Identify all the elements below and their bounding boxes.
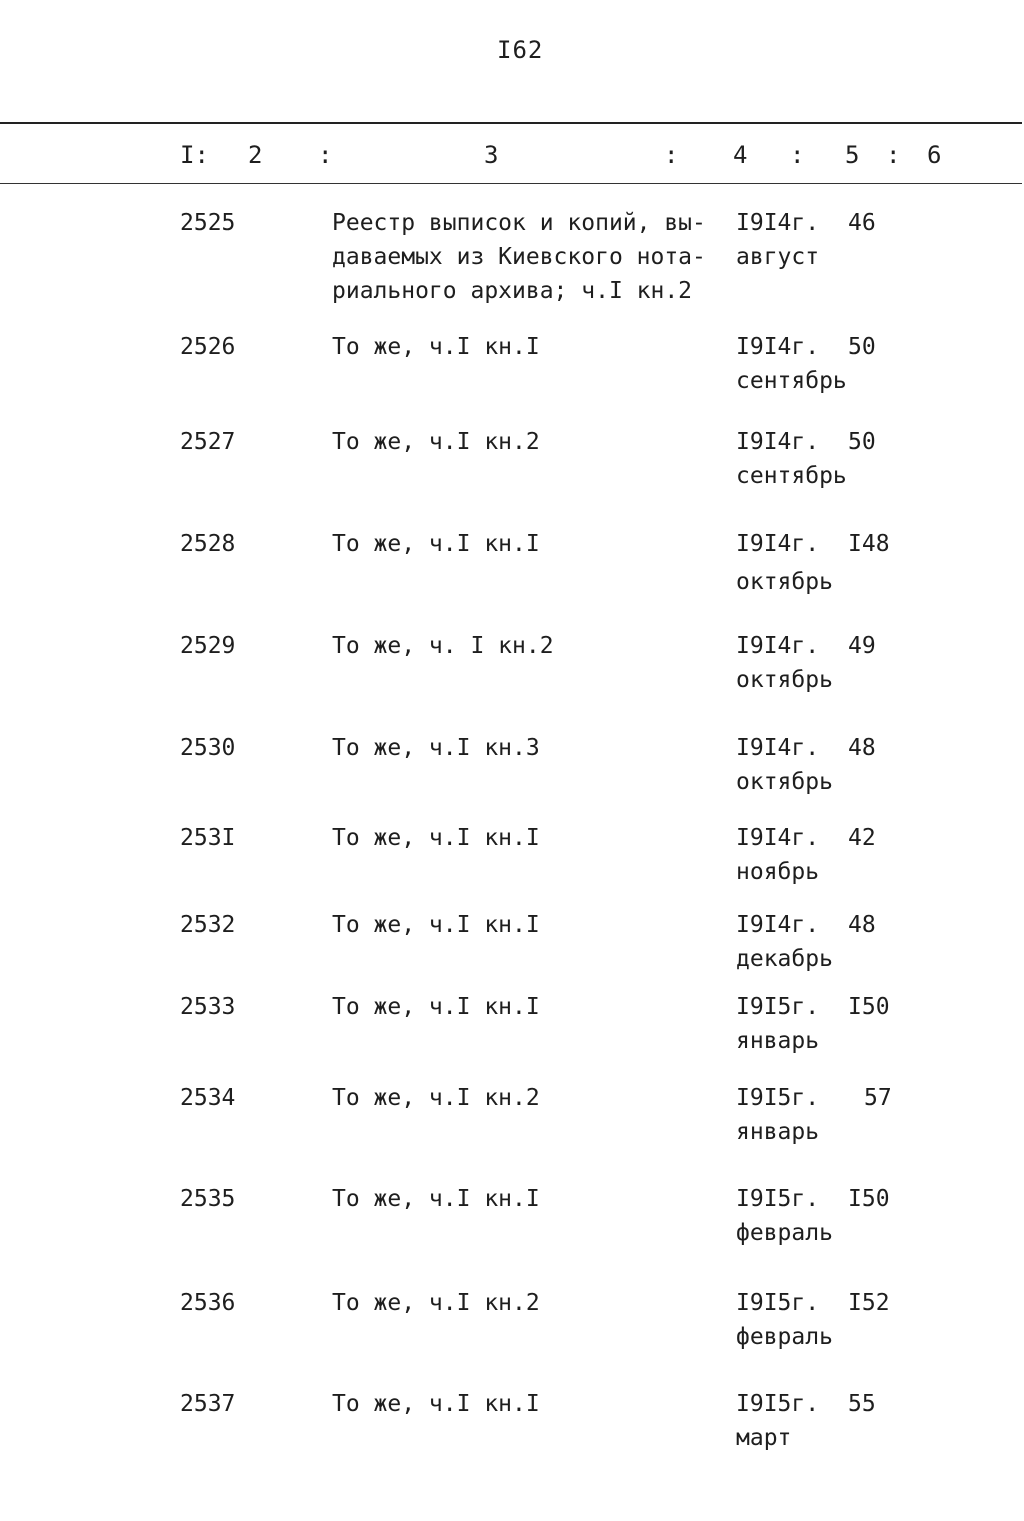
- case-year: I9I4г.: [736, 531, 820, 557]
- case-month: октябрь: [736, 667, 833, 693]
- case-number: 2532: [180, 912, 236, 938]
- header-col-5: 5: [845, 141, 860, 169]
- case-title-line: То же, ч.I кн.2: [332, 429, 540, 455]
- case-number: 253I: [180, 825, 236, 851]
- case-month: сентябрь: [736, 368, 847, 394]
- case-number: 2526: [180, 334, 236, 360]
- case-title: [332, 330, 722, 364]
- header-col-1: I:: [180, 141, 209, 169]
- sheet-count: I50: [848, 994, 890, 1020]
- header-top-rule: [0, 122, 1022, 124]
- sheet-count: 50: [848, 429, 876, 455]
- case-year: I9I5г.: [736, 994, 820, 1020]
- case-title-line: То же, ч.I кн.I: [332, 1391, 540, 1417]
- case-year: I9I5г.: [736, 1085, 820, 1111]
- case-number: 2533: [180, 994, 236, 1020]
- case-title-line: То же, ч.I кн.2: [332, 1085, 540, 1111]
- case-year: I9I4г.: [736, 210, 820, 236]
- case-year: I9I5г.: [736, 1290, 820, 1316]
- case-title: [332, 1387, 722, 1421]
- case-title-line: То же, ч.I кн.I: [332, 825, 540, 851]
- case-month: октябрь: [736, 769, 833, 795]
- case-month: ноябрь: [736, 859, 820, 885]
- case-year: I9I4г.: [736, 825, 820, 851]
- case-number: 2535: [180, 1186, 236, 1212]
- case-number: 2537: [180, 1391, 236, 1417]
- sheet-count: I52: [848, 1290, 890, 1316]
- header-separator: :: [664, 141, 679, 169]
- header-col-3: 3: [484, 141, 499, 169]
- case-title: [332, 1286, 722, 1320]
- header-separator: :: [790, 141, 805, 169]
- case-title-line: То же, ч. I кн.2: [332, 633, 554, 659]
- sheet-count: 42: [848, 825, 876, 851]
- case-title-line: То же, ч.I кн.I: [332, 531, 540, 557]
- case-year: I9I4г.: [736, 633, 820, 659]
- case-year: I9I5г.: [736, 1391, 820, 1417]
- case-title: [332, 629, 722, 663]
- sheet-count: I48: [848, 531, 890, 557]
- case-number: 2529: [180, 633, 236, 659]
- case-year: I9I4г.: [736, 334, 820, 360]
- sheet-count: I50: [848, 1186, 890, 1212]
- case-title: [332, 908, 722, 942]
- sheet-count: 55: [848, 1391, 876, 1417]
- case-number: 2525: [180, 210, 236, 236]
- case-month: октябрь: [736, 569, 833, 595]
- case-date: [736, 1081, 876, 1149]
- case-number: 2534: [180, 1085, 236, 1111]
- case-month: январь: [736, 1028, 820, 1054]
- case-title: [332, 1081, 722, 1115]
- case-month: январь: [736, 1119, 820, 1145]
- case-number: 2528: [180, 531, 236, 557]
- case-year: I9I5г.: [736, 1186, 820, 1212]
- case-year: I9I4г.: [736, 429, 820, 455]
- case-month: август: [736, 244, 820, 270]
- header-col-6: 6: [927, 141, 942, 169]
- sheet-count: 48: [848, 735, 876, 761]
- case-title-line: даваемых из Киевского нота-: [332, 244, 706, 270]
- case-title: [332, 731, 722, 765]
- case-month: сентябрь: [736, 463, 847, 489]
- case-year: I9I4г.: [736, 912, 820, 938]
- header-separator: :: [886, 141, 901, 169]
- case-title: [332, 821, 722, 855]
- case-year: I9I4г.: [736, 735, 820, 761]
- case-title-line: Реестр выписок и копий, вы-: [332, 210, 706, 236]
- header-col-4: 4: [733, 141, 748, 169]
- case-title: [332, 990, 722, 1024]
- case-title-line: То же, ч.I кн.3: [332, 735, 540, 761]
- case-title: [332, 527, 722, 561]
- case-number: 2536: [180, 1290, 236, 1316]
- case-month: декабрь: [736, 946, 833, 972]
- case-month: март: [736, 1425, 792, 1451]
- case-title-line: То же, ч.I кн.2: [332, 1290, 540, 1316]
- sheet-count: 49: [848, 633, 876, 659]
- case-month: февраль: [736, 1220, 833, 1246]
- case-title: [332, 206, 722, 308]
- case-title-line: То же, ч.I кн.I: [332, 1186, 540, 1212]
- case-number: 2530: [180, 735, 236, 761]
- case-title: [332, 1182, 722, 1216]
- case-month: февраль: [736, 1324, 833, 1350]
- sheet-count: 46: [848, 210, 876, 236]
- sheet-count: 48: [848, 912, 876, 938]
- case-title-line: То же, ч.I кн.I: [332, 912, 540, 938]
- case-title-line: риального архива; ч.I кн.2: [332, 278, 693, 304]
- sheet-count: 50: [848, 334, 876, 360]
- header-col-2: 2: [248, 141, 263, 169]
- header-bottom-rule: [0, 183, 1022, 184]
- header-separator: :: [318, 141, 333, 169]
- sheet-count: 57: [864, 1085, 892, 1111]
- case-title: [332, 425, 722, 459]
- case-number: 2527: [180, 429, 236, 455]
- page-number: I62: [497, 36, 544, 64]
- case-title-line: То же, ч.I кн.I: [332, 334, 540, 360]
- case-title-line: То же, ч.I кн.I: [332, 994, 540, 1020]
